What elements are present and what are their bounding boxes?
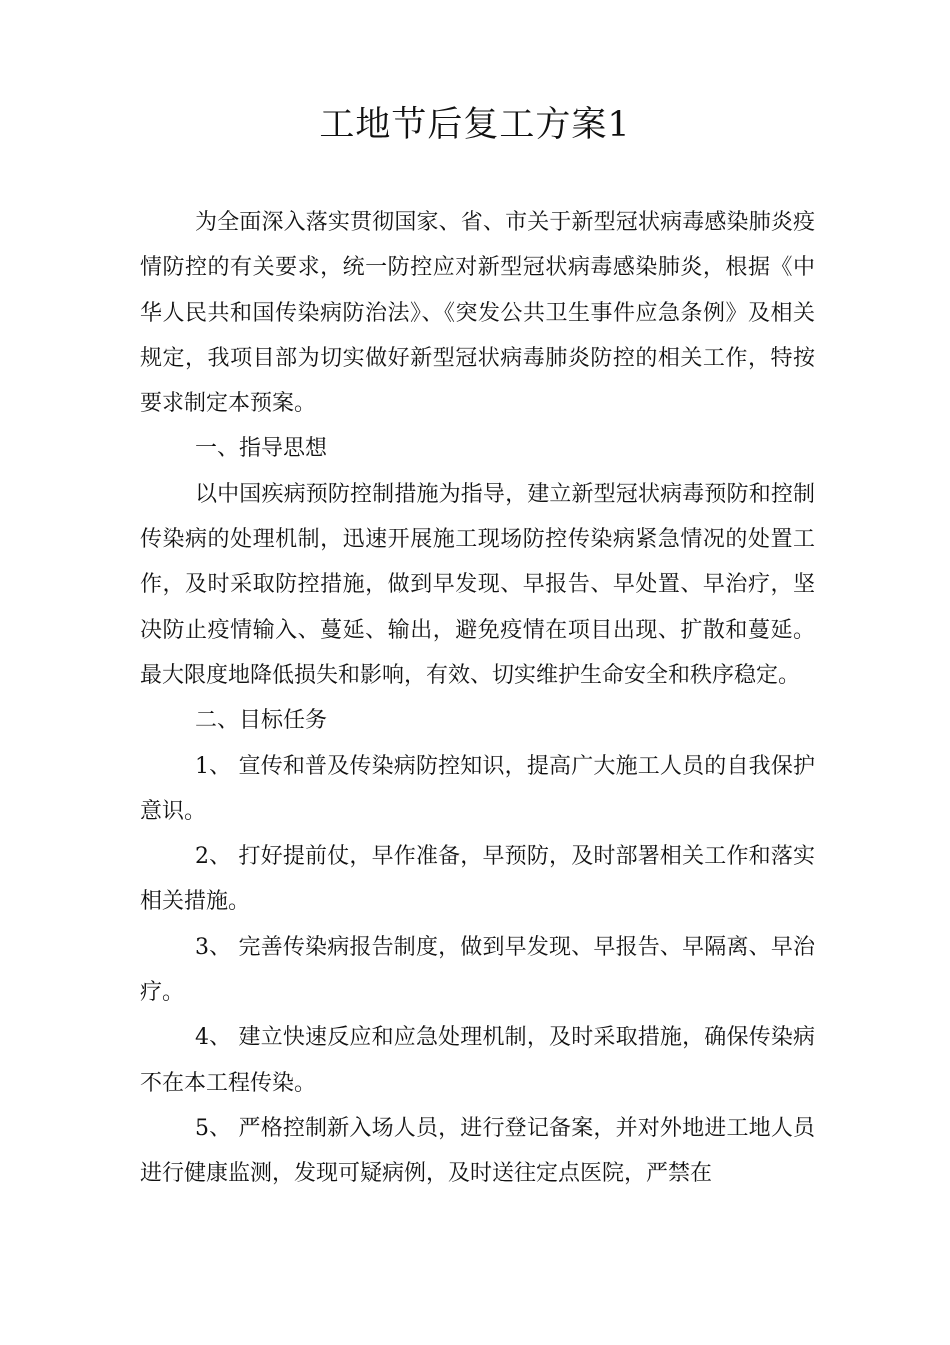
document-body [140,200,815,1197]
objective-item-2: 2、 打好提前仗，早作准备，早预防，及时部署相关工作和落实相关措施。 [140,844,815,915]
intro-paragraph: 为全面深入落实贯彻国家、省、市关于新型冠状病毒感染肺炎疫情防控的有关要求，统一防控应对新型冠状病毒感染肺炎，根据《中华人民共和国传染病防治法》、《突发公共卫生事件应急条例》及相关规定，我项目部为切实做好新型冠状病毒肺炎防控的相关工作，特按要求制定本预案。 [140,210,815,417]
section-heading-guiding-ideology: 一、指导思想 [195,436,328,462]
objective-item-1: 1、 宣传和普及传染病防控知识，提高广大施工人员的自我保护意识。 [140,753,815,824]
document-title: 工地节后复工方案1 [319,105,631,145]
guiding-ideology-paragraph: 以中国疾病预防控制措施为指导，建立新型冠状病毒预防和控制传染病的处理机制，迅速开展施工现场防控传染病紧急情况的处置工作，及时采取防控措施，做到早发现、早报告、早处置、早治疗，坚决防止疫情输入、蔓延、输出，避免疫情在项目出现、扩散和蔓延。最大限度地降低损失和影响，有效、切实维护生命安全和秩序稳定。 [140,481,815,688]
section-heading-objectives: 二、目标任务 [195,708,328,734]
objective-item-3: 3、 完善传染病报告制度，做到早发现、早报告、早隔离、早治疗。 [140,934,815,1006]
objective-item-5: 5、 严格控制新入场人员，进行登记备案，并对外地进工地人员进行健康监测，发现可疑病例，及时送往定点医院，严禁在 [140,1115,815,1187]
objective-item-4: 4、 建立快速反应和应急处理机制，及时采取措施，确保传染病不在本工程传染。 [140,1025,815,1096]
